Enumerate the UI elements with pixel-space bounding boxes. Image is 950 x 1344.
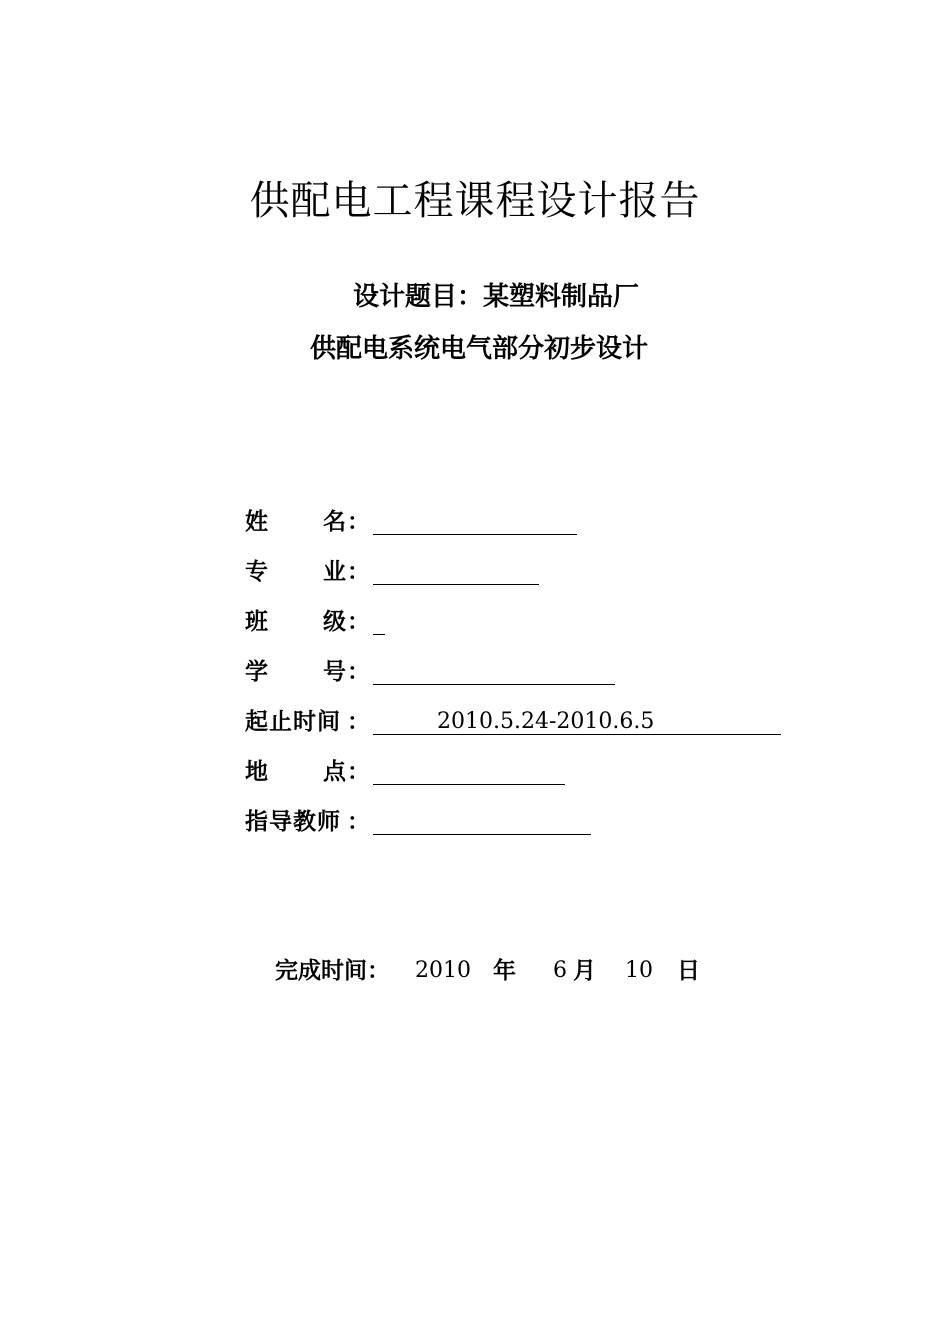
completion-day: 10 (625, 958, 653, 983)
completion-day-unit: 日 (677, 958, 700, 984)
class-blank-line[interactable] (373, 634, 385, 635)
design-topic: 设计题目：某塑料制品厂 (352, 282, 639, 312)
completion-month-unit: 月 (573, 958, 596, 984)
major-blank-line[interactable] (373, 584, 539, 585)
name-blank-line[interactable] (373, 534, 577, 535)
location-blank-line[interactable] (373, 784, 565, 785)
student-id-blank-line[interactable] (373, 684, 615, 685)
completion-date (275, 954, 725, 988)
completion-label: 完成时间： (275, 958, 390, 984)
field-label: 学 号 (245, 659, 346, 685)
completion-year-unit: 年 (493, 958, 516, 984)
completion-month: 6 (553, 958, 567, 983)
field-label: 班 级 (245, 609, 346, 635)
completion-year: 2010 (415, 958, 471, 983)
field-label: 姓 名 (245, 509, 346, 535)
report-title: 供配电工程课程设计报告 (249, 178, 701, 224)
field-label: 指导教师 (245, 809, 341, 835)
advisor-blank-line[interactable] (373, 834, 591, 835)
design-topic-continued: 供配电系统电气部分初步设计 (309, 334, 648, 364)
field-label: 起止时间 (245, 709, 341, 735)
field-label: 地 点 (245, 759, 346, 785)
field-label: 专 业 (245, 559, 346, 585)
period-value: 2010.5.24-2010.6.5 (437, 709, 655, 734)
